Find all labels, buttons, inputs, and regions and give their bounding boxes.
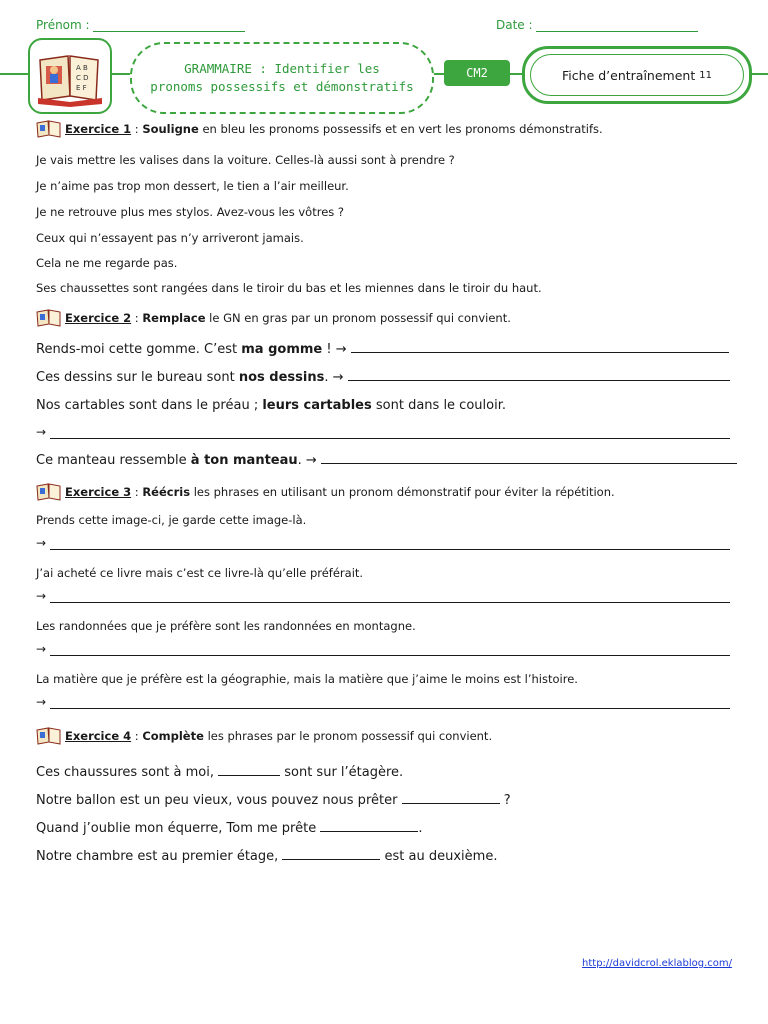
prenom-label: Prénom :	[36, 18, 90, 32]
exercise-4-instruction: les phrases par le pronom possessif qui convient.	[207, 729, 493, 743]
ex3-answer-line	[36, 695, 730, 709]
svg-text:A B: A B	[76, 64, 88, 72]
arrow-icon: →	[36, 589, 47, 603]
book-logo	[28, 38, 112, 114]
prenom-field	[36, 18, 245, 32]
arrow-icon: →	[36, 536, 47, 550]
ex4-sentence-1: Ces chaussures sont à moi, sont sur l’étagère.	[36, 765, 404, 780]
exercise-3-verb: Réécris	[142, 485, 191, 499]
level-badge: CM2	[444, 60, 510, 86]
ex3-sentence: La matière que je préfère est la géographie, mais la matière que j’aime le moins est l’histoire.	[36, 672, 578, 686]
ex3-sentence: Prends cette image-ci, je garde cette image-là.	[36, 513, 307, 527]
exercise-1-header: Exercice 1 : Souligne en bleu les pronoms possessifs et en vert les pronoms démonstratifs.	[36, 120, 603, 138]
arrow-icon: →	[36, 695, 47, 709]
title-banner	[130, 42, 434, 114]
exercise-1-title: Exercice 1	[65, 122, 132, 136]
ex1-sentence: Je vais mettre les valises dans la voiture. Celles-là aussi sont à prendre ?	[36, 153, 455, 167]
ex2-sentence-4: Ce manteau ressemble à ton manteau. →	[36, 453, 737, 468]
book-icon	[36, 120, 62, 138]
fiche-number: 11	[699, 69, 712, 81]
ex3-sentence: J’ai acheté ce livre mais c’est ce livre-là qu’elle préférait.	[36, 566, 364, 580]
ex1-sentence: Ceux qui n’essayent pas n’y arriveront jamais.	[36, 231, 304, 245]
answer-blank[interactable]	[321, 453, 737, 464]
book-icon	[36, 483, 62, 501]
ex2-sentence-2: Ces dessins sur le bureau sont nos dessins. →	[36, 370, 730, 385]
exercise-2-verb: Remplace	[142, 311, 206, 325]
answer-blank[interactable]	[50, 541, 730, 550]
answer-blank[interactable]	[351, 342, 729, 353]
answer-blank[interactable]	[282, 849, 380, 860]
exercise-2-instruction: le GN en gras par un pronom possessif qui convient.	[209, 311, 511, 325]
answer-blank[interactable]	[348, 370, 730, 381]
arrow-icon: →	[36, 425, 47, 439]
ex2-answer-line	[36, 425, 730, 439]
svg-text:E F: E F	[76, 84, 87, 92]
answer-blank[interactable]	[50, 700, 730, 709]
answer-blank[interactable]	[50, 430, 730, 439]
answer-blank[interactable]	[50, 594, 730, 603]
exercise-3-instruction: les phrases en utilisant un pronom démonstratif pour éviter la répétition.	[193, 485, 615, 499]
exercise-1-instruction: en bleu les pronoms possessifs et en vert les pronoms démonstratifs.	[202, 122, 603, 136]
title-line-2: pronoms possessifs et démonstratifs	[150, 79, 414, 94]
ex1-sentence: Je n’aime pas trop mon dessert, le tien a l’air meilleur.	[36, 179, 349, 193]
answer-blank[interactable]	[320, 821, 418, 832]
ex3-sentence: Les randonnées que je préfère sont les randonnées en montagne.	[36, 619, 416, 633]
open-book-icon	[30, 40, 110, 112]
ex3-answer-line	[36, 589, 730, 603]
prenom-blank[interactable]	[93, 19, 245, 32]
answer-blank[interactable]	[402, 793, 500, 804]
ex3-answer-line	[36, 642, 730, 656]
answer-blank[interactable]	[218, 765, 280, 776]
exercise-4-title: Exercice 4	[65, 729, 132, 743]
arrow-icon: →	[36, 642, 47, 656]
date-blank[interactable]	[536, 19, 698, 32]
book-icon	[36, 727, 62, 745]
ex1-sentence: Cela ne me regarde pas.	[36, 256, 178, 270]
ex4-sentence-4: Notre chambre est au premier étage, est au deuxième.	[36, 849, 498, 864]
fiche-label: Fiche d’entraînement	[562, 67, 696, 83]
date-field	[496, 18, 698, 32]
footer-link[interactable]: http://davidcrol.eklablog.com/	[582, 958, 732, 969]
exercise-3-title: Exercice 3	[65, 485, 132, 499]
ex1-sentence: Je ne retrouve plus mes stylos. Avez-vous les vôtres ?	[36, 205, 345, 219]
exercise-1-verb: Souligne	[142, 122, 199, 136]
exercise-4-verb: Complète	[142, 729, 204, 743]
ex1-sentence: Ses chaussettes sont rangées dans le tiroir du bas et les miennes dans le tiroir du haut.	[36, 281, 542, 295]
ex2-sentence-1: Rends-moi cette gomme. C’est ma gomme ! →	[36, 342, 729, 357]
svg-text:C D: C D	[76, 74, 89, 82]
ex2-sentence-3: Nos cartables sont dans le préau ; leurs cartables sont dans le couloir.	[36, 398, 506, 413]
answer-blank[interactable]	[50, 647, 730, 656]
title-line-1: GRAMMAIRE : Identifier les	[184, 61, 380, 76]
date-label: Date :	[496, 18, 533, 32]
exercise-2-title: Exercice 2	[65, 311, 132, 325]
book-icon	[36, 309, 62, 327]
exercise-3-header: Exercice 3 : Réécris les phrases en utilisant un pronom démonstratif pour éviter la répétition.	[36, 483, 615, 501]
exercise-2-header: Exercice 2 : Remplace le GN en gras par un pronom possessif qui convient.	[36, 309, 511, 327]
exercise-4-header: Exercice 4 : Complète les phrases par le pronom possessif qui convient.	[36, 727, 492, 745]
ex3-answer-line	[36, 536, 730, 550]
ex4-sentence-2: Notre ballon est un peu vieux, vous pouvez nous prêter ?	[36, 793, 511, 808]
ex4-sentence-3: Quand j’oublie mon équerre, Tom me prête .	[36, 821, 423, 836]
fiche-badge	[522, 46, 752, 104]
